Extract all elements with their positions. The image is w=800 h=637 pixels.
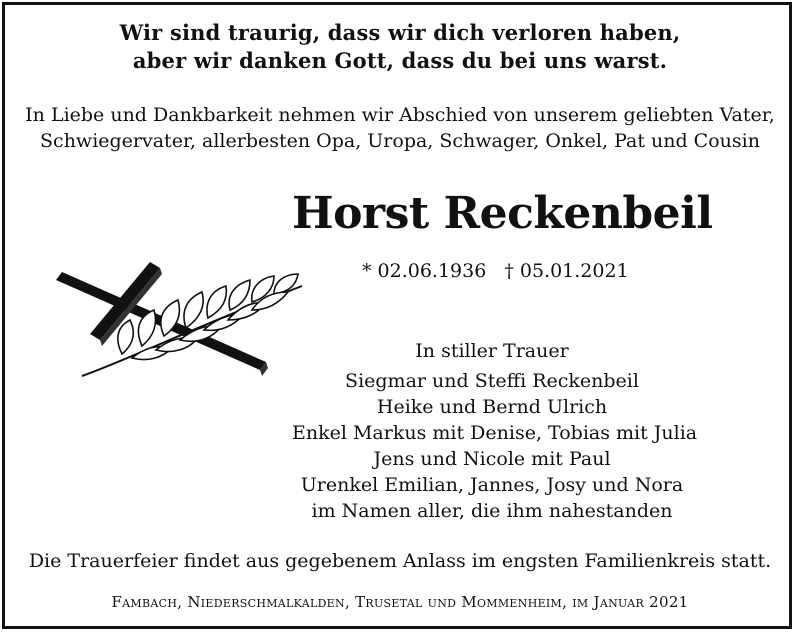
mourner-line: Enkel Markus mit Denise, Tobias mit Julia <box>292 422 698 444</box>
cross-and-palm-icon <box>52 258 312 378</box>
birth-date: * 02.06.1936 <box>362 260 487 282</box>
intro-line-1: In Liebe und Dankbarkeit nehmen wir Abschied von unserem geliebten Vater, <box>25 104 775 126</box>
mourner-line: Siegmar und Steffi Reckenbeil <box>345 370 639 392</box>
mourner-line: Heike und Bernd Ulrich <box>376 396 608 418</box>
motto-line-2: aber wir danken Gott, dass du bei uns warst. <box>132 48 668 73</box>
intro-line-2: Schwiegervater, allerbesten Opa, Uropa, Schwager, Onkel, Pat und Cousin <box>40 130 760 152</box>
mourning-heading: In stiller Trauer <box>415 340 569 362</box>
mourner-line: Urenkel Emilian, Jannes, Josy und Nora <box>300 474 684 496</box>
deceased-name: Horst Reckenbeil <box>292 188 713 239</box>
death-date: † 05.01.2021 <box>504 260 629 282</box>
places-and-date: Fambach, Niederschmalkalden, Trusetal und Mommenheim, im Januar 2021 <box>111 593 689 611</box>
mourner-line: im Namen aller, die ihm nahestanden <box>311 500 673 522</box>
motto-line-1: Wir sind traurig, dass wir dich verloren haben, <box>119 20 681 45</box>
funeral-note: Die Trauerfeier findet aus gegebenem Anlass im engsten Familienkreis statt. <box>28 550 772 572</box>
life-dates <box>362 260 629 282</box>
mourner-line: Jens und Nicole mit Paul <box>373 448 611 470</box>
